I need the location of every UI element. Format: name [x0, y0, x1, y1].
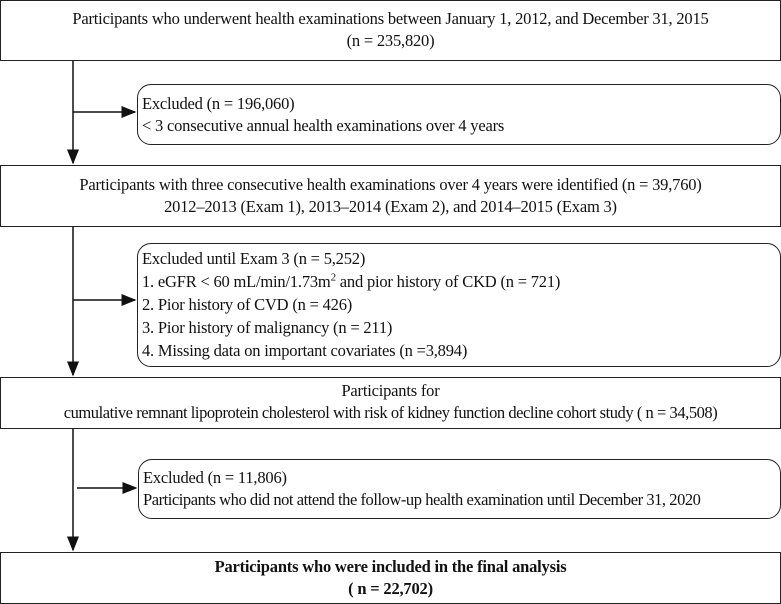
initial-line2: (n = 235,820) [346, 31, 435, 50]
identified-participants-box [0, 165, 781, 227]
final-line1: Participants who were included in the final analysis [214, 557, 567, 576]
excluded2-title: Excluded until Exam 3 (n = 5,252) [142, 249, 366, 268]
cohort-line1: Participants for [341, 381, 440, 400]
excluded2-item1-sup: 2 [330, 271, 336, 284]
excluded-box-3 [138, 459, 781, 519]
excluded2-item3: 3. Pior history of malignancy (n = 211) [142, 318, 393, 337]
identified-line1: Participants with three consecutive health examinations over 4 years were identified (n = 39,760) [79, 175, 702, 194]
excluded2-item1-post: and pior history of CKD (n = 721) [335, 272, 561, 291]
initial-line1: Participants who underwent health examinations between January 1, 2012, and December 31, 2015 [72, 9, 709, 28]
excluded3-line1: Excluded (n = 11,806) [143, 468, 287, 487]
final-analysis-box [0, 552, 781, 604]
excluded-box-2 [137, 243, 781, 367]
excluded2-item1-pre: 1. eGFR < 60 mL/min/1.73m [142, 272, 331, 291]
excluded-box-1 [137, 84, 781, 145]
excluded2-item1 [142, 270, 780, 293]
excluded2-item2: 2. Pior history of CVD (n = 426) [142, 295, 353, 314]
excluded1-line1: Excluded (n = 196,060) [142, 94, 295, 113]
cohort-line2: cumulative remnant lipoprotein cholesterol with risk of kidney function decline cohort study ( n = 34,508) [63, 403, 718, 422]
identified-line2: 2012–2013 (Exam 1), 2013–2014 (Exam 2), and 2014–2015 (Exam 3) [164, 197, 617, 216]
excluded1-line2: < 3 consecutive annual health examinations over 4 years [142, 116, 505, 135]
excluded2-item4: 4. Missing data on important covariates (n =3,894) [142, 341, 468, 360]
excluded3-line2: Participants who did not attend the follow-up health examination until December 31, 2020 [143, 490, 701, 509]
initial-participants-box [0, 0, 781, 61]
cohort-box [0, 377, 781, 429]
final-line2: ( n = 22,702) [348, 579, 433, 598]
